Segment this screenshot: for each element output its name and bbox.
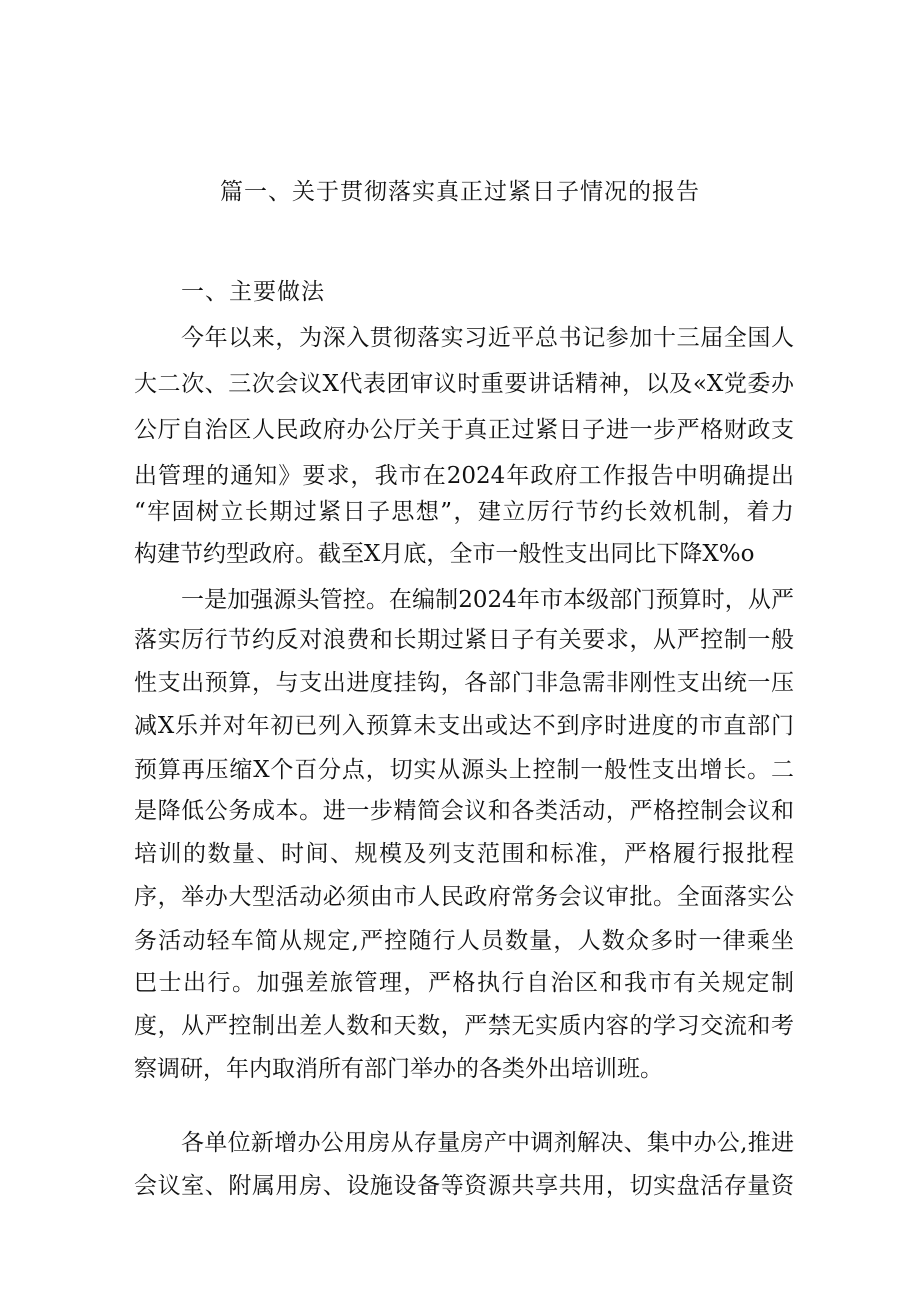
paragraph-line: 是降低公务成本。进一步精简会议和各类活动，严格控制会议和 bbox=[134, 798, 794, 824]
paragraph-line: 培训的数量、时间、规模及列支范围和标准，严格履行报批程 bbox=[134, 841, 794, 867]
paragraph-line: 务活动轻车简从规定,严控随行人员数量，人数众多时一律乘坐 bbox=[134, 928, 794, 954]
paragraph-line: 今年以来，为深入贯彻落实习近平总书记参加十三届全国人 bbox=[181, 325, 794, 351]
paragraph-line: 各单位新增办公用房从存量房产中调剂解决、集中办公,推进 bbox=[181, 1130, 794, 1156]
paragraph-line: 大二次、三次会议X代表团审议时重要讲话精神，以及«X党委办 bbox=[134, 371, 794, 397]
paragraph-line: 会议室、附属用房、设施设备等资源共享共用，切实盘活存量资 bbox=[134, 1173, 794, 1199]
document-title: 篇一、关于贯彻落实真正过紧日子情况的报告 bbox=[220, 179, 700, 205]
paragraph-line: 公厅自治区人民政府办公厅关于真正过紧日子进一步严格财政支 bbox=[134, 417, 794, 443]
section-heading: 一、主要做法 bbox=[181, 279, 325, 305]
paragraph-line: 减X乐并对年初已列入预算未支出或达不到序时进度的市直部门 bbox=[134, 713, 794, 739]
paragraph-line: 度，从严控制出差人数和天数，严禁无实质内容的学习交流和考 bbox=[134, 1013, 794, 1039]
paragraph-line: 性支出预算，与支出进度挂钩，各部门非急需非刚性支出统一压 bbox=[134, 670, 794, 696]
paragraph-line: 一是加强源头管控。在编制2024年市本级部门预算时，从严 bbox=[181, 587, 794, 613]
paragraph-line: 预算再压缩X个百分点，切实从源头上控制一般性支出增长。二 bbox=[134, 757, 794, 783]
paragraph-line: 出管理的通知》要求，我市在2024年政府工作报告中明确提出 bbox=[134, 463, 794, 489]
paragraph-line: 落实厉行节约反对浪费和长期过紧日子有关要求，从严控制一般 bbox=[134, 627, 794, 653]
paragraph-line: 巴士出行。加强差旅管理，严格执行自治区和我市有关规定制 bbox=[134, 970, 794, 996]
paragraph-line: 察调研，年内取消所有部门举办的各类外出培训班。 bbox=[134, 1056, 663, 1082]
paragraph-line: “牢固树立长期过紧日子思想”，建立厉行节约长效机制，着力 bbox=[134, 499, 794, 525]
paragraph-line: 构建节约型政府。截至X月底，全市一般性支出同比下降X%o bbox=[134, 541, 755, 567]
paragraph-line: 序，举办大型活动必须由市人民政府常务会议审批。全面落实公 bbox=[134, 884, 794, 910]
